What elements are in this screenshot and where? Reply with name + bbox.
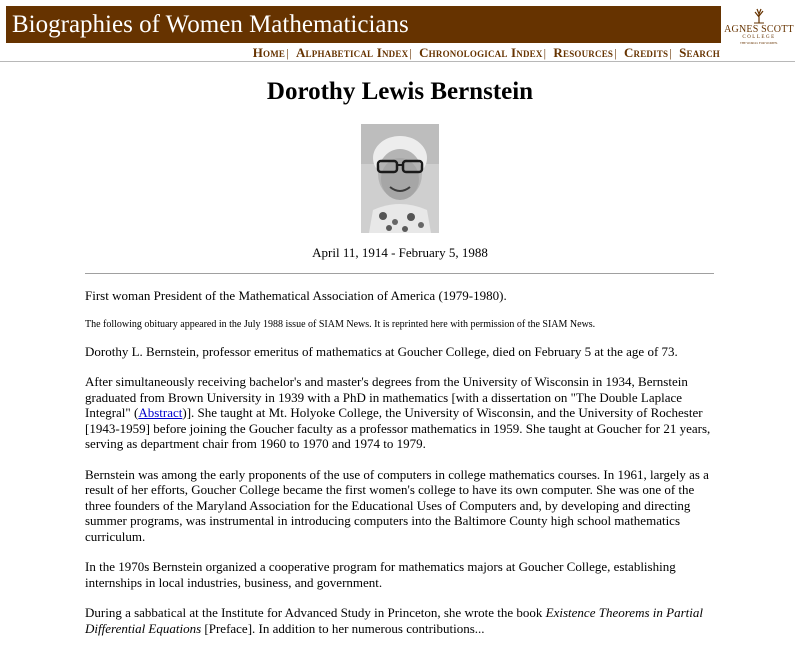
biography-content <box>85 288 715 651</box>
sabbatical-paragraph <box>85 605 715 636</box>
siam-note: The following obituary appeared in the July 1988 issue of SIAM News. It is reprinted here with permission of the SIAM News. <box>85 318 596 330</box>
content-divider <box>85 273 714 274</box>
sabbatical-text-end: [Preface]. In addition to her numerous contributions... <box>201 620 485 636</box>
nav-separator: | <box>286 46 289 60</box>
book-title: Existence Theorems in Partial Differential Equations <box>85 605 703 636</box>
nav-separator: | <box>669 46 672 60</box>
page-title: Dorothy Lewis Bernstein <box>266 78 534 105</box>
sabbatical-text-start: During a sabbatical at the Institute for Advanced Study in Princeton, she wrote the book <box>85 605 546 620</box>
nav-credits[interactable]: Credits <box>623 45 669 60</box>
nav-search[interactable]: Search <box>679 45 720 60</box>
tree-icon <box>752 8 766 24</box>
top-nav <box>253 45 720 61</box>
education-text-start: After simultaneously receiving bachelor's and master's degrees from the University of Wisconsin in 1934, Bernstein graduated from Brown University in 1939 with a PhD in mathematics [with a dissertation on "The Double Laplace Integral" ( <box>85 374 688 420</box>
logo-name: AGNES SCOTT <box>724 24 794 35</box>
abstract-link[interactable]: Abstract <box>138 405 183 420</box>
site-banner <box>6 6 721 43</box>
education-paragraph <box>85 374 715 452</box>
intro-paragraph: First woman President of the Mathematical Association of America (1979-1980). <box>85 288 507 303</box>
portrait-photo <box>361 124 439 233</box>
nav-alphabetical-index[interactable]: Alphabetical Index <box>295 45 409 60</box>
cooperative-program-paragraph: In the 1970s Bernstein organized a cooperative program for mathematics majors at Goucher College, establishing internships in local industries, business, and government. <box>85 559 676 590</box>
site-title[interactable]: Biographies of Women Mathematicians <box>12 11 409 38</box>
education-text-end: )]. She taught at Mt. Holyoke College, the University of Wisconsin, and the University of Rochester [1943-1959] before joining the Goucher faculty as a professor mathematics in 1959. She taught at Goucher for 21 years, serving as department chair from 1960 to 1970 and 1974 to 1979. <box>85 405 711 451</box>
computers-paragraph: Bernstein was among the early proponents of the use of computers in college mathematics courses. In 1961, largely as a result of her efforts, Goucher College became the first women's college to have its own computer. She was one of the three founders of the Maryland Association for the Educational Uses of Computers and, by developing and directing summer programs, was instrumental in introducing computers into the Baltimore County high school mathematics curriculum. <box>85 466 709 544</box>
agnes-scott-logo[interactable] <box>724 8 794 54</box>
logo-tagline: THE WORLD. FOR WOMEN. <box>740 41 778 45</box>
nav-separator: | <box>614 46 617 60</box>
nav-divider <box>0 61 795 62</box>
nav-separator: | <box>543 46 547 60</box>
obituary-paragraph: Dorothy L. Bernstein, professor emeritus of mathematics at Goucher College, died on February 5 at the age of 73. <box>85 343 678 359</box>
logo-subtitle: COLLEGE <box>742 35 776 40</box>
nav-resources[interactable]: Resources <box>553 45 614 60</box>
nav-chronological-index[interactable]: Chronological Index <box>419 45 543 60</box>
life-dates: April 11, 1914 - February 5, 1988 <box>312 245 488 260</box>
nav-separator: | <box>409 46 412 60</box>
nav-home[interactable]: Home <box>252 45 286 60</box>
